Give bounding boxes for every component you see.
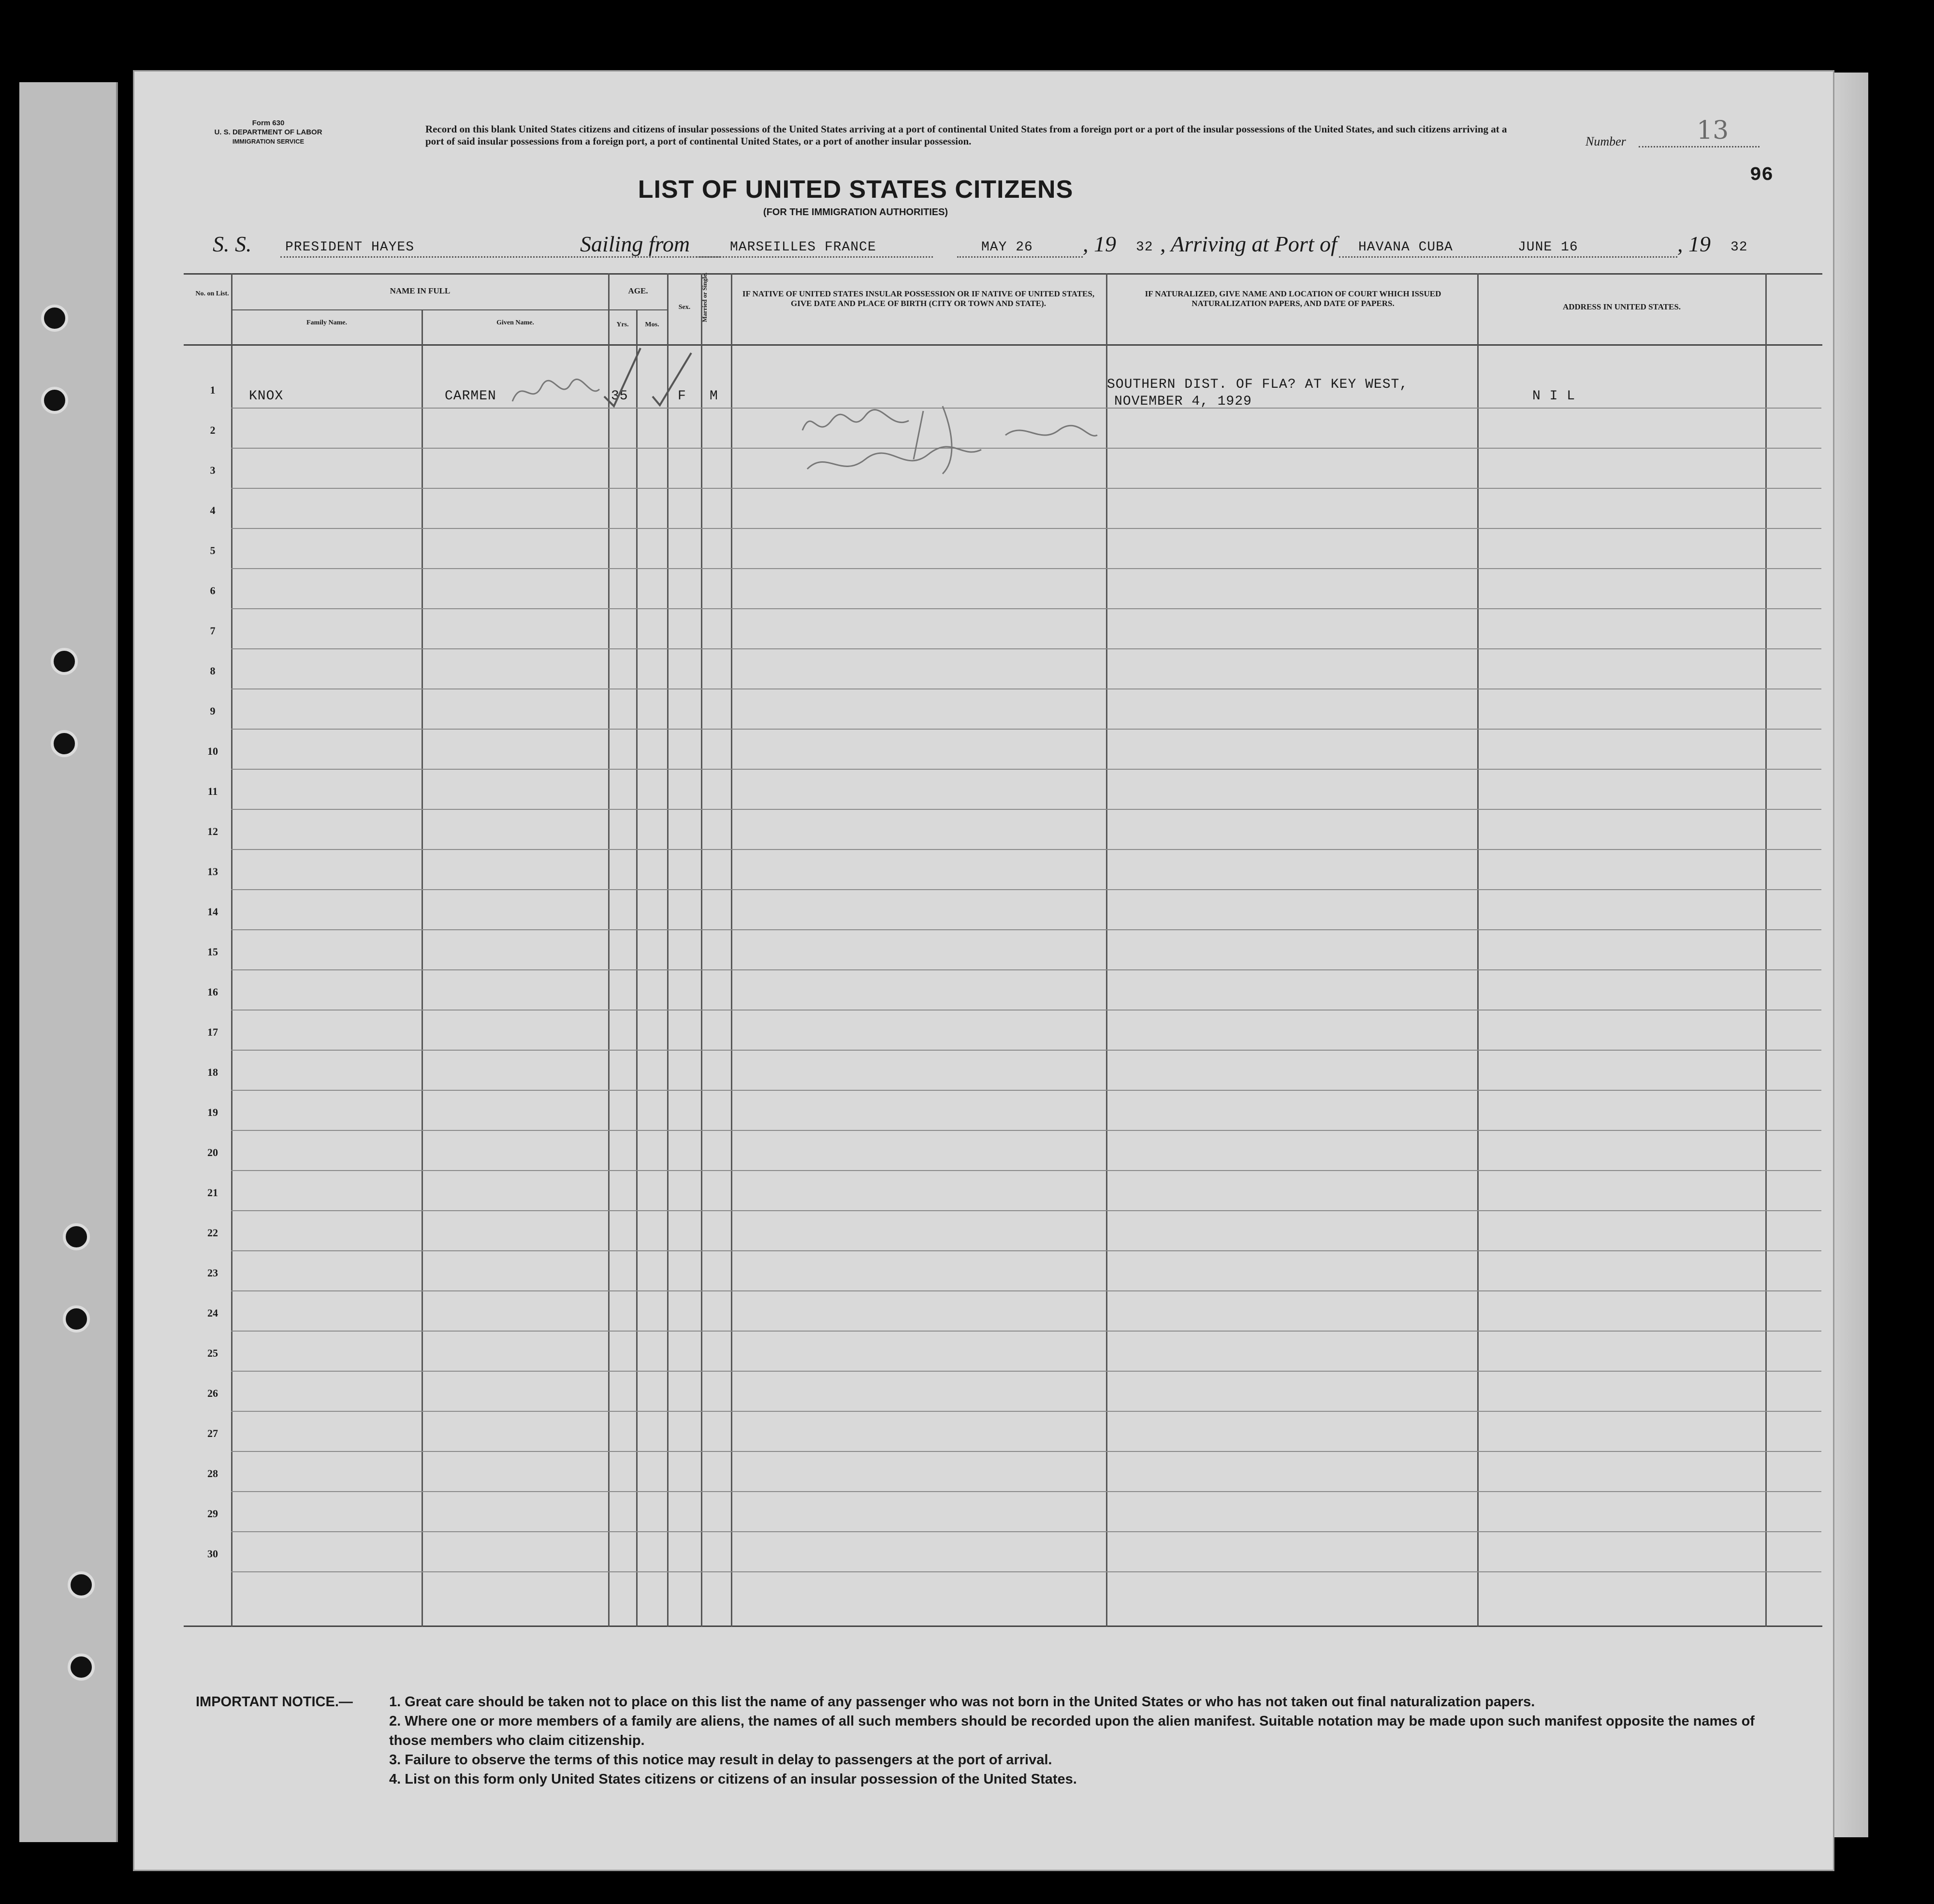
row-rule — [231, 1090, 1821, 1091]
row-rule — [231, 568, 1821, 569]
col-divider — [1477, 273, 1479, 1627]
notice-item: 4. List on this form only United States citizens or citizens of an insular possession of the United States. — [389, 1772, 1077, 1787]
row-number: 26 — [207, 1387, 218, 1399]
row-rule — [231, 688, 1821, 689]
table-top-rule — [184, 273, 1822, 275]
notice-item: 2. Where one or more members of a family are aliens, the names of all such members should be recorded upon the alien manifest. Suitable notation may be made upon such manifest opposite the names of those members who claim citizenship. — [389, 1714, 1755, 1748]
col-header-given: Given Name. — [496, 319, 534, 326]
punch-hole — [68, 1571, 95, 1598]
row-number: 12 — [207, 825, 218, 837]
row-rule — [231, 729, 1821, 730]
entry-age-yrs: 35 — [611, 389, 628, 404]
col-header-native: IF NATIVE OF UNITED STATES INSULAR POSSESSION OR IF NATIVE OF UNITED STATES, GIVE DATE AND PLACE OF BIRTH (CITY OR TOWN AND STATE). — [742, 289, 1095, 308]
punch-hole — [41, 305, 68, 332]
name-subheader-rule — [232, 309, 667, 310]
row-rule — [231, 1451, 1821, 1452]
handwritten-annotation — [798, 401, 1107, 488]
age-subheader-rule — [609, 309, 667, 310]
row-number: 4 — [210, 504, 216, 516]
form-agency-block — [184, 118, 353, 146]
row-rule — [231, 1371, 1821, 1372]
handwritten-scribble — [508, 372, 604, 411]
row-number: 13 — [207, 865, 218, 878]
number-label: Number — [1585, 134, 1626, 148]
form-title: LIST OF UNITED STATES CITIZENS — [638, 176, 1074, 204]
col-divider — [422, 309, 423, 1627]
handwritten-check-marks — [595, 343, 701, 411]
col-header-sex: Sex. — [678, 304, 691, 311]
arriving-label: , Arriving at Port of — [1160, 232, 1337, 256]
arrival-port: HAVANA CUBA — [1358, 240, 1453, 255]
row-number: 27 — [207, 1427, 218, 1439]
col-header-married: Married or Single. — [701, 272, 708, 322]
row-number: 23 — [207, 1267, 218, 1279]
row-number: 24 — [207, 1307, 218, 1319]
punch-hole — [51, 730, 78, 757]
ship-name: PRESIDENT HAYES — [285, 240, 415, 255]
row-number: 18 — [207, 1066, 218, 1078]
ss-label: S. S. — [213, 232, 252, 256]
row-number: 16 — [207, 986, 218, 998]
entry-family-name: KNOX — [249, 389, 284, 404]
sailing-year-prefix: , 19 — [1083, 232, 1116, 256]
row-rule — [231, 1250, 1821, 1251]
row-number: 28 — [207, 1467, 218, 1479]
row-rule — [231, 1010, 1821, 1011]
department-name: U. S. DEPARTMENT OF LABOR — [214, 128, 322, 136]
arrival-year: 32 — [1730, 240, 1748, 255]
col-header-name: NAME IN FULL — [390, 286, 451, 295]
row-rule — [231, 608, 1821, 609]
row-number: 5 — [210, 544, 216, 557]
row-number: 11 — [207, 785, 218, 797]
row-rule — [231, 809, 1821, 810]
row-rule — [231, 528, 1821, 529]
row-number: 9 — [210, 705, 216, 717]
entry-naturalization-line2: NOVEMBER 4, 1929 — [1114, 394, 1252, 409]
sailing-from-port: MARSEILLES FRANCE — [730, 240, 876, 255]
arrival-date: JUNE 16 — [1518, 240, 1578, 255]
row-rule — [231, 1531, 1821, 1532]
row-rule — [231, 1050, 1821, 1051]
row-rule — [231, 1331, 1821, 1332]
row-rule — [231, 849, 1821, 850]
col-divider — [731, 273, 732, 1627]
underlying-page-edge — [19, 82, 118, 1842]
row-number: 7 — [210, 625, 216, 637]
row-number: 30 — [207, 1548, 218, 1560]
entry-sex: F — [678, 389, 686, 404]
punch-hole — [68, 1654, 95, 1681]
row-number: 25 — [207, 1347, 218, 1359]
row-rule — [231, 648, 1821, 649]
row-number: 21 — [207, 1186, 218, 1199]
row-rule — [231, 969, 1821, 970]
table-header-bottom-rule — [184, 344, 1822, 346]
manifest-sheet — [133, 70, 1834, 1871]
row-number: 14 — [207, 906, 218, 918]
col-divider — [667, 273, 669, 1627]
col-header-age: AGE. — [628, 286, 648, 295]
voyage-line — [213, 231, 1769, 265]
number-field — [1585, 116, 1769, 148]
row-number: 1 — [210, 384, 216, 396]
row-rule — [231, 1411, 1821, 1412]
row-number: 3 — [210, 464, 216, 476]
entry-married: M — [710, 389, 718, 404]
col-header-no: No. on List. — [195, 290, 229, 297]
row-rule — [231, 769, 1821, 770]
entry-given-name: CARMEN — [445, 389, 496, 404]
row-number: 17 — [207, 1026, 218, 1038]
col-header-mos: Mos. — [645, 321, 659, 328]
row-rule — [231, 889, 1821, 890]
row-rule — [231, 1290, 1821, 1291]
form-subtitle: (FOR THE IMMIGRATION AUTHORITIES) — [763, 207, 948, 218]
row-number: 2 — [210, 424, 216, 436]
table-bottom-rule — [184, 1626, 1822, 1627]
row-rule — [231, 929, 1821, 930]
row-rule — [231, 1491, 1821, 1492]
col-header-yrs: Yrs. — [616, 321, 629, 328]
col-header-address: ADDRESS IN UNITED STATES. — [1562, 302, 1681, 311]
entry-naturalization-line1: SOUTHERN DIST. OF FLA? AT KEY WEST, — [1107, 377, 1409, 392]
entry-address: N I L — [1532, 389, 1576, 404]
notice-heading: IMPORTANT NOTICE.— — [196, 1694, 353, 1710]
page-number: 96 — [1750, 164, 1774, 186]
sailing-year: 32 — [1136, 240, 1153, 255]
col-header-naturalized: IF NATURALIZED, GIVE NAME AND LOCATION OF COURT WHICH ISSUED NATURALIZATION PAPERS, AND DATE OF PAPERS. — [1145, 289, 1441, 308]
col-divider — [608, 273, 610, 1627]
row-number: 22 — [207, 1227, 218, 1239]
col-divider — [636, 309, 638, 1627]
row-rule — [231, 1210, 1821, 1211]
sailing-date: MAY 26 — [981, 240, 1033, 255]
punch-hole — [63, 1223, 90, 1250]
service-name: IMMIGRATION SERVICE — [232, 138, 305, 145]
form-number: Form 630 — [252, 119, 285, 127]
sailing-label: Sailing from — [580, 232, 690, 256]
row-rule — [231, 1130, 1821, 1131]
punch-hole — [41, 387, 68, 414]
arrival-year-prefix: , 19 — [1677, 232, 1711, 256]
row-rule — [231, 1170, 1821, 1171]
row-number: 10 — [207, 745, 218, 757]
row-number: 15 — [207, 946, 218, 958]
row-rule — [231, 1571, 1821, 1572]
row-number: 6 — [210, 585, 216, 597]
row-number: 8 — [210, 665, 216, 677]
col-divider — [701, 273, 702, 1627]
punch-hole — [51, 648, 78, 675]
notice-item: 1. Great care should be taken not to place on this list the name of any passenger who was not born in the United States or who has not taken out final naturalization papers. — [389, 1694, 1535, 1710]
punch-hole — [63, 1305, 90, 1333]
notice-item: 3. Failure to observe the terms of this notice may result in delay to passengers at the port of arrival. — [389, 1752, 1052, 1768]
col-divider — [1765, 273, 1767, 1627]
row-number: 19 — [207, 1106, 218, 1118]
number-value: 13 — [1697, 116, 1729, 145]
form-instructions: Record on this blank United States citizens and citizens of insular possessions of the United States arriving at a port of continental United States from a foreign port or a port of the insular possessions of the United States, and such citizens arriving at a port of said insular possessions from a foreign port, a port of continental United States, or a port of another insular possession. — [425, 123, 1507, 147]
row-number: 29 — [207, 1508, 218, 1520]
row-number: 20 — [207, 1146, 218, 1158]
col-header-family: Family Name. — [306, 319, 347, 326]
